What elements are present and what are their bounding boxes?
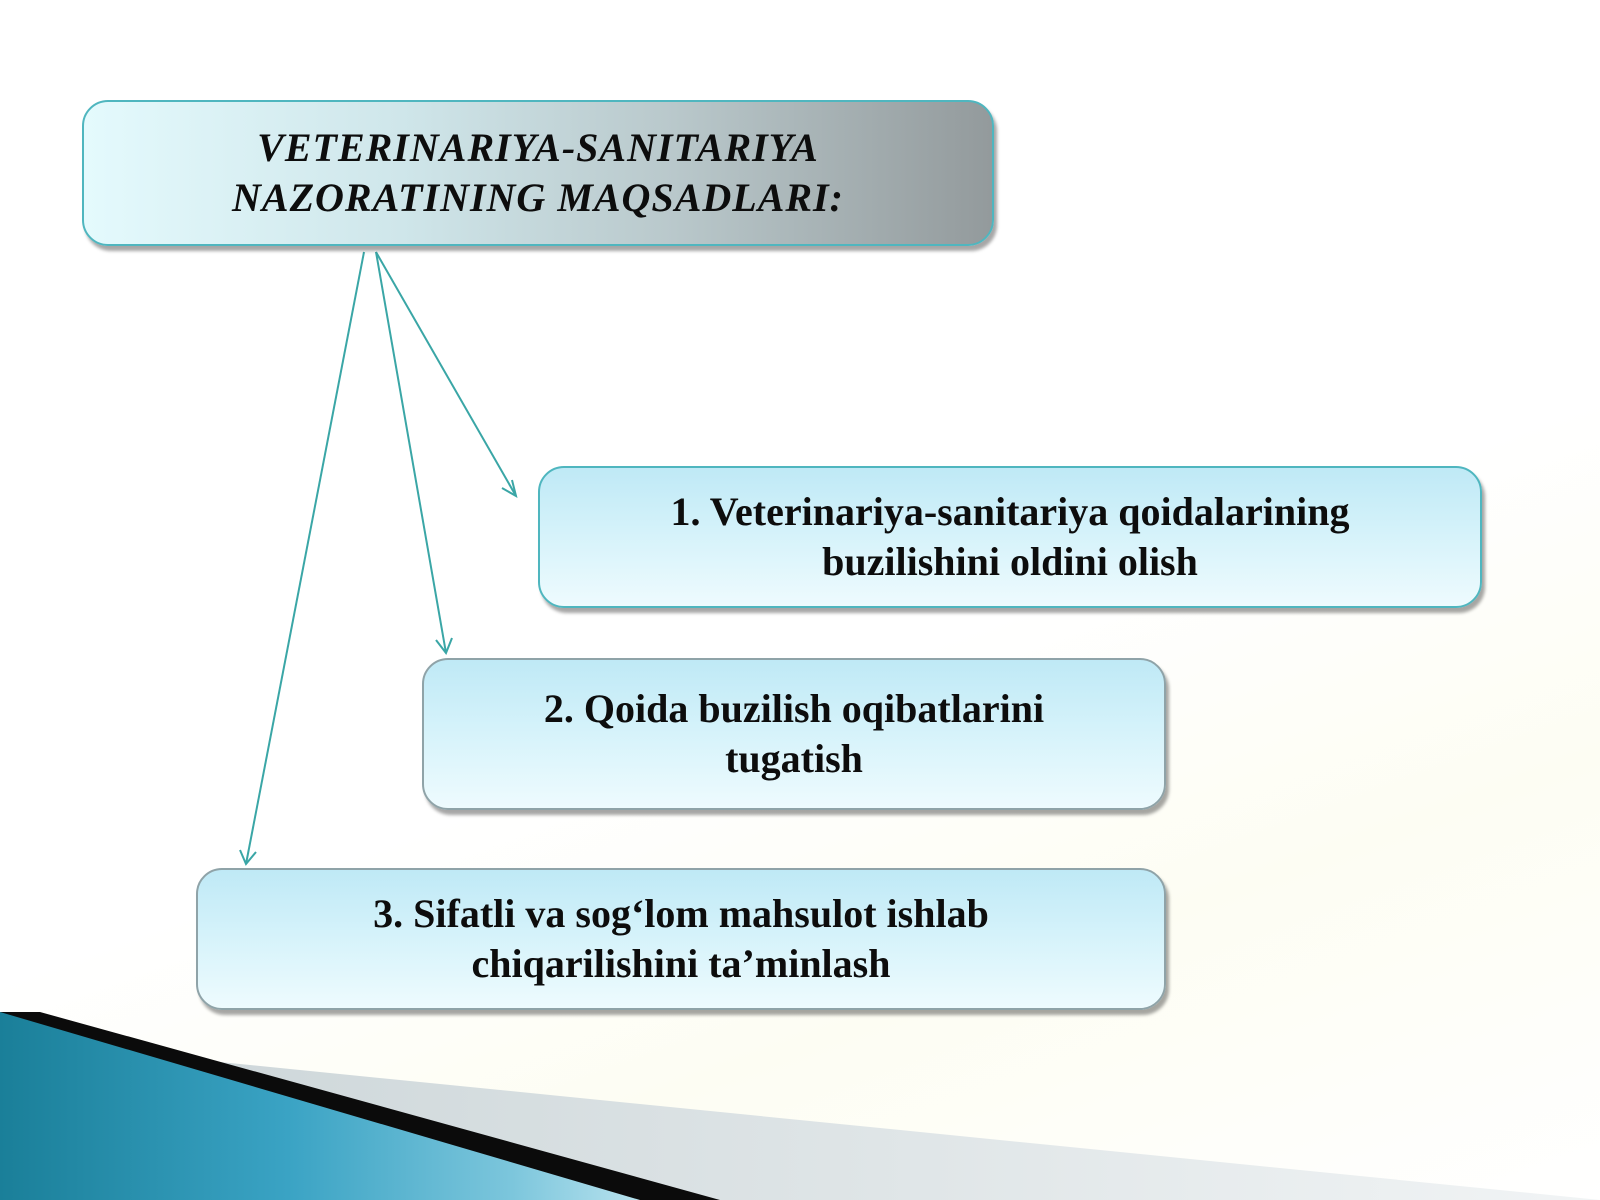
goal-box-2 [422,658,1166,810]
diagram-title: VETERINARIYA-SANITARIYA NAZORATINING MAQSADLARI: [232,125,844,220]
arrow-to-goal-3 [246,252,364,864]
goal-2-text: 2. Qoida buzilish oqibatlarini tugatish [543,686,1045,781]
title-box [82,100,994,246]
goal-3-text: 3. Sifatli va sog‘lom mahsulot ishlab chiqarilishini ta’minlash [373,891,989,986]
goal-1-text: 1. Veterinariya-sanitariya qoidalarining buzilishini oldini olish [670,489,1350,584]
goal-box-1 [538,466,1482,608]
goal-box-3 [196,868,1166,1010]
